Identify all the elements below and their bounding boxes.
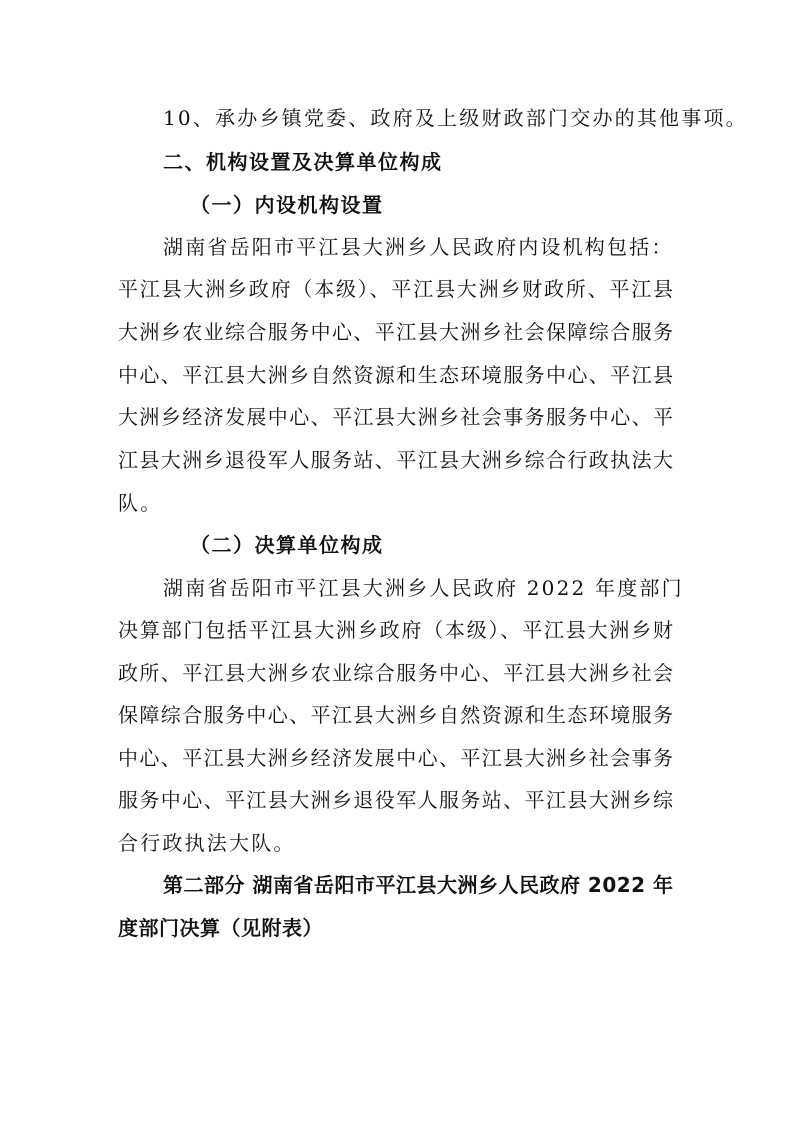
subsection-heading-2: （二）决算单位构成: [190, 533, 384, 557]
paragraph-line: 队。: [118, 491, 163, 515]
paragraph-line: 中心、平江县大洲乡自然资源和生态环境服务中心、平江县: [118, 363, 673, 387]
paragraph-line: 平江县大洲乡政府（本级）、平江县大洲乡财政所、平江县: [118, 277, 673, 301]
section-heading: 二、机构设置及决算单位构成: [163, 150, 443, 174]
paragraph-line: 决算部门包括平江县大洲乡政府（本级）、平江县大洲乡财: [118, 618, 673, 642]
paragraph-line: 合行政执法大队。: [118, 831, 296, 855]
paragraph-line: 政所、平江县大洲乡农业综合服务中心、平江县大洲乡社会: [118, 661, 673, 685]
part-heading-line: 度部门决算（见附表）: [118, 916, 323, 940]
list-item-10: 10、承办乡镇党委、政府及上级财政部门交办的其他事项。: [163, 106, 748, 130]
paragraph-line: 江县大洲乡退役军人服务站、平江县大洲乡综合行政执法大: [118, 448, 673, 472]
paragraph-line: 保障综合服务中心、平江县大洲乡自然资源和生态环境服务: [118, 703, 673, 727]
paragraph-line: 服务中心、平江县大洲乡退役军人服务站、平江县大洲乡综: [118, 788, 673, 812]
paragraph-line: 大洲乡经济发展中心、平江县大洲乡社会事务服务中心、平: [118, 405, 673, 429]
paragraph-line: 中心、平江县大洲乡经济发展中心、平江县大洲乡社会事务: [118, 746, 673, 770]
paragraph-line: 大洲乡农业综合服务中心、平江县大洲乡社会保障综合服务: [118, 320, 673, 344]
subsection-heading-1: （一）内设机构设置: [190, 193, 384, 217]
paragraph-line: 湖南省岳阳市平江县大洲乡人民政府内设机构包括：: [163, 235, 674, 259]
paragraph-line: 湖南省岳阳市平江县大洲乡人民政府 2022 年度部门: [163, 576, 684, 600]
part-heading-line: 第二部分 湖南省岳阳市平江县大洲乡人民政府 2022 年: [163, 873, 674, 897]
